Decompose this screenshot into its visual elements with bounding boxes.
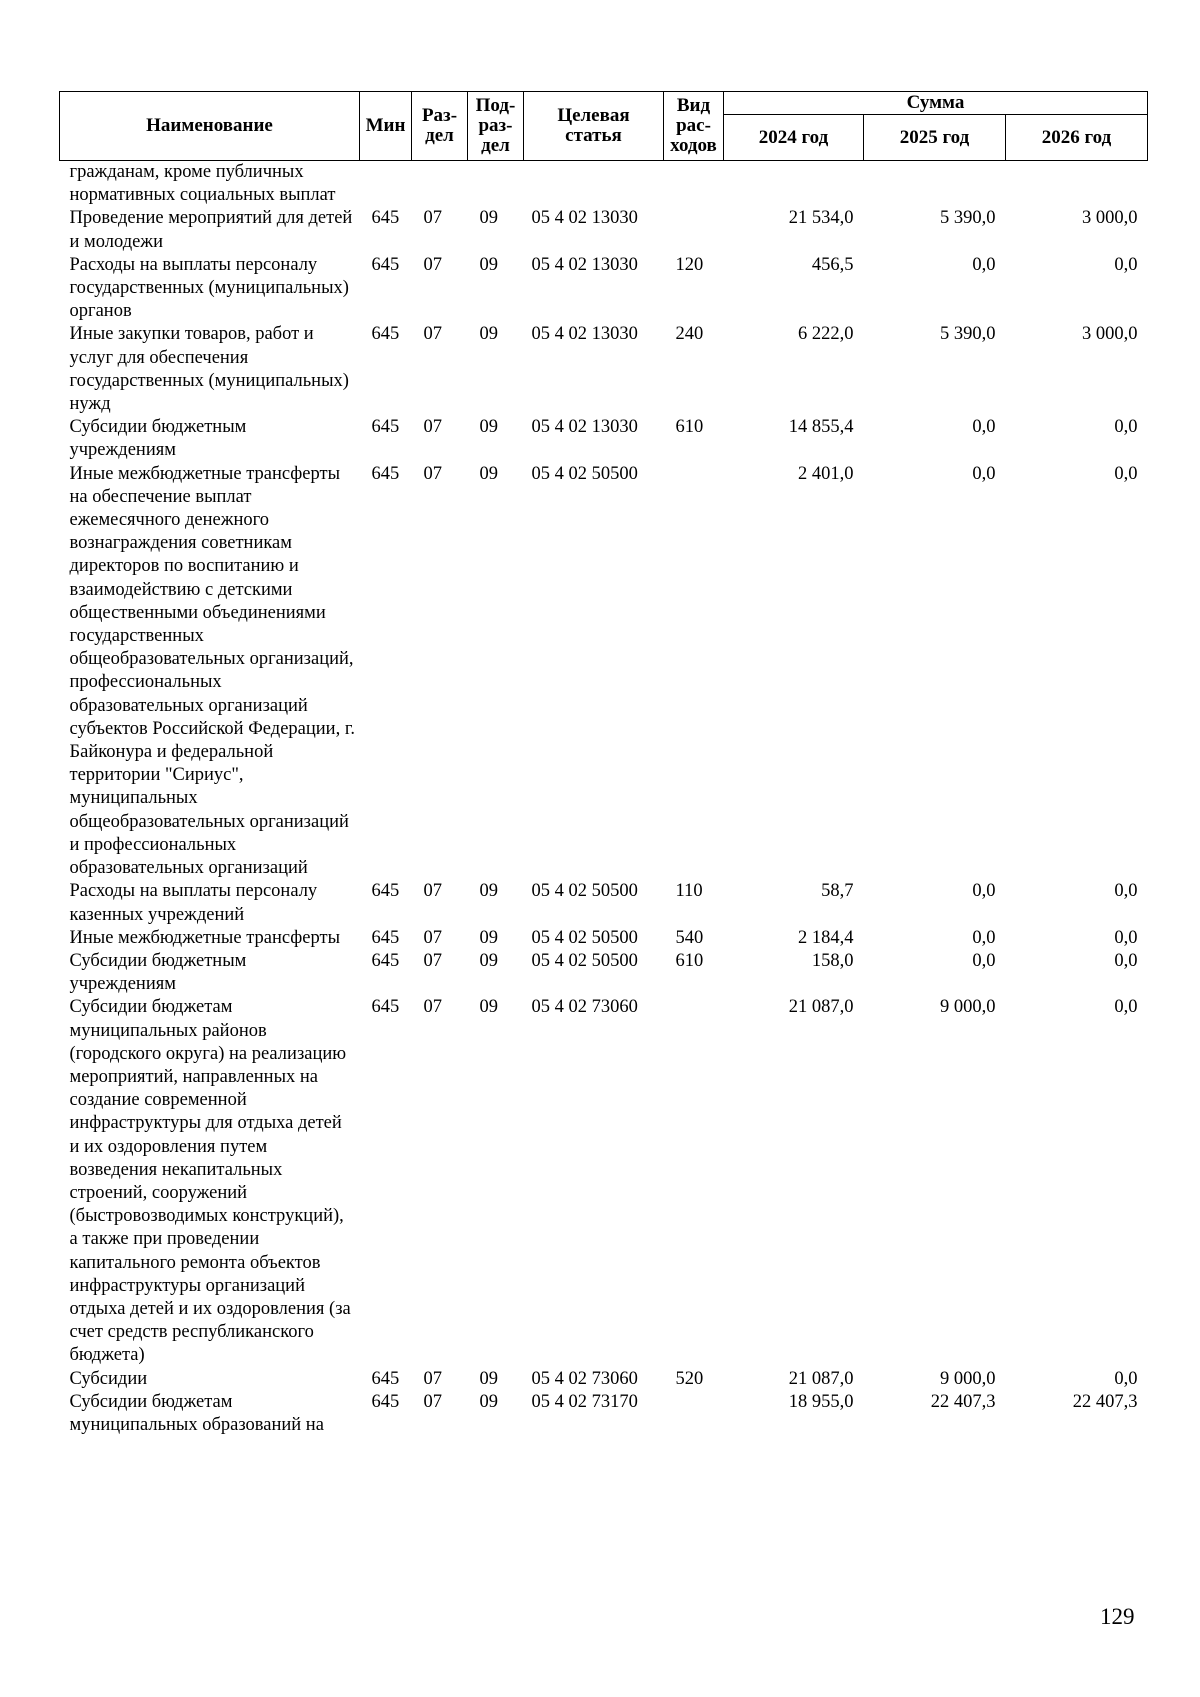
- row-sum-2024: 21 534,0: [788, 208, 854, 229]
- table-row: [60, 254, 1148, 324]
- row-podrazdel: 09: [479, 324, 498, 345]
- row-sum-2025: 0,0: [972, 927, 996, 948]
- row-vid-rashodov: 610: [675, 950, 704, 971]
- row-razdel: 07: [423, 463, 442, 484]
- table-row: [60, 996, 1148, 1367]
- row-sum-2025: 9 000,0: [940, 1368, 996, 1389]
- header-summa: Сумма: [724, 92, 1148, 115]
- header-year-2025: 2025 год: [864, 115, 1006, 161]
- row-min: 645: [371, 1391, 400, 1412]
- row-podrazdel: 09: [479, 1368, 498, 1389]
- table-row: [60, 950, 1148, 996]
- row-razdel: 07: [423, 950, 442, 971]
- table-row: [60, 1368, 1148, 1391]
- row-podrazdel: [468, 161, 524, 208]
- row-sum-2024: 2 184,4: [798, 927, 854, 948]
- row-sum-2025: 22 407,3: [930, 1391, 996, 1412]
- row-razdel: 07: [423, 254, 442, 275]
- row-sum-2024: 21 087,0: [788, 1368, 854, 1389]
- header-year-2026: 2026 год: [1006, 115, 1148, 161]
- row-sum-2026: 3 000,0: [1082, 208, 1138, 229]
- row-razdel: 07: [423, 997, 442, 1018]
- row-vid-rashodov: [664, 996, 724, 1367]
- row-sum-2024: 21 087,0: [788, 997, 854, 1018]
- row-min: 645: [371, 208, 400, 229]
- row-razdel: 07: [423, 324, 442, 345]
- row-min: 645: [371, 417, 400, 438]
- row-celevaya-statya: 05 4 02 13030: [531, 254, 638, 275]
- row-name: Расходы на выплаты персоналу казенных учреждений: [69, 881, 318, 925]
- row-vid-rashodov: 240: [675, 324, 704, 345]
- table-row: [60, 207, 1148, 253]
- row-sum-2026: 22 407,3: [1072, 1391, 1138, 1412]
- row-sum-2024: 6 222,0: [798, 324, 854, 345]
- row-podrazdel: 09: [479, 1391, 498, 1412]
- row-vid-rashodov: [664, 463, 724, 881]
- row-celevaya-statya: 05 4 02 13030: [531, 417, 638, 438]
- row-name: Расходы на выплаты персоналу государственных (муниципальных) органов: [69, 254, 349, 322]
- table-header: [60, 92, 1148, 161]
- row-sum-2026: 3 000,0: [1082, 324, 1138, 345]
- row-vid-rashodov: [664, 1391, 724, 1437]
- row-celevaya-statya: 05 4 02 73170: [531, 1391, 638, 1412]
- row-razdel: 07: [423, 208, 442, 229]
- row-sum-2025: 5 390,0: [940, 324, 996, 345]
- table-row: [60, 1391, 1148, 1437]
- row-sum-2025: [864, 161, 1006, 208]
- row-sum-2026: 0,0: [1114, 1368, 1138, 1389]
- row-sum-2024: 158,0: [811, 950, 854, 971]
- row-podrazdel: 09: [479, 950, 498, 971]
- row-min: 645: [371, 997, 400, 1018]
- table-row: [60, 880, 1148, 926]
- row-podrazdel: 09: [479, 417, 498, 438]
- row-celevaya-statya: 05 4 02 50500: [531, 463, 638, 484]
- row-sum-2024: 14 855,4: [788, 417, 854, 438]
- row-name: Субсидии бюджетам муниципальных районов (городского округа) на реализацию мероприятий, направленных на создание современной инфраструктуры для отдыха детей и их оздоровления путем возведения некапитальных строений, сооружений (быстровозводимых конструкций), а также при проведении капитального ремонта объектов инфраструктуры организаций отдыха детей и их оздоровления (за счет средств республиканского бюджета): [69, 997, 351, 1366]
- row-min: 645: [371, 1368, 400, 1389]
- row-sum-2024: 456,5: [811, 254, 854, 275]
- row-vid-rashodov: [664, 161, 724, 208]
- row-vid-rashodov: 540: [675, 927, 704, 948]
- table-body: [60, 161, 1148, 1438]
- row-celevaya-statya: 05 4 02 73060: [531, 1368, 638, 1389]
- table-row: [60, 323, 1148, 416]
- row-sum-2024: 18 955,0: [788, 1391, 854, 1412]
- header-name: Наименование: [60, 92, 360, 161]
- row-razdel: [412, 161, 468, 208]
- row-celevaya-statya: 05 4 02 50500: [531, 950, 638, 971]
- page-number: 129: [1100, 1604, 1135, 1629]
- header-celevaya-statya: Целевая статья: [524, 92, 664, 161]
- row-vid-rashodov: 520: [675, 1368, 704, 1389]
- row-name: гражданам, кроме публичных нормативных социальных выплат: [69, 162, 336, 206]
- table-row: [60, 927, 1148, 950]
- table-row: [60, 161, 1148, 208]
- budget-table-page: [59, 91, 1147, 1437]
- row-min: 645: [371, 881, 400, 902]
- row-sum-2026: 0,0: [1114, 463, 1138, 484]
- row-podrazdel: 09: [479, 254, 498, 275]
- row-podrazdel: 09: [479, 881, 498, 902]
- row-razdel: 07: [423, 417, 442, 438]
- row-celevaya-statya: 05 4 02 73060: [531, 997, 638, 1018]
- row-vid-rashodov: [664, 207, 724, 253]
- budget-table: [59, 91, 1148, 1437]
- row-podrazdel: 09: [479, 463, 498, 484]
- row-podrazdel: 09: [479, 208, 498, 229]
- row-celevaya-statya: 05 4 02 50500: [531, 881, 638, 902]
- row-name: Иные межбюджетные трансферты: [69, 927, 341, 948]
- table-row: [60, 463, 1148, 881]
- row-celevaya-statya: 05 4 02 13030: [531, 324, 638, 345]
- row-sum-2026: 0,0: [1114, 254, 1138, 275]
- row-razdel: 07: [423, 1368, 442, 1389]
- row-name: Проведение мероприятий для детей и молодежи: [69, 208, 353, 252]
- row-sum-2026: 0,0: [1114, 950, 1138, 971]
- row-name: Субсидии бюджетным учреждениям: [69, 950, 247, 995]
- row-min: 645: [371, 463, 400, 484]
- row-sum-2026: 0,0: [1114, 927, 1138, 948]
- row-celevaya-statya: 05 4 02 50500: [531, 927, 638, 948]
- row-min: 645: [371, 324, 400, 345]
- row-sum-2025: 0,0: [972, 463, 996, 484]
- row-vid-rashodov: 120: [675, 254, 704, 275]
- row-vid-rashodov: 110: [675, 881, 703, 902]
- row-sum-2025: 0,0: [972, 417, 996, 438]
- header-year-2024: 2024 год: [724, 115, 864, 161]
- row-sum-2026: 0,0: [1114, 417, 1138, 438]
- row-min: 645: [371, 927, 400, 948]
- row-name: Субсидии бюджетным учреждениям: [69, 417, 247, 461]
- row-sum-2026: 0,0: [1114, 997, 1138, 1018]
- row-name: Субсидии: [69, 1368, 148, 1389]
- header-podrazdel: Под- раз- дел: [468, 92, 524, 161]
- row-name: Иные закупки товаров, работ и услуг для обеспечения государственных (муниципальных) нужд: [69, 324, 349, 415]
- row-sum-2026: 0,0: [1114, 881, 1138, 902]
- header-min: Мин: [360, 92, 412, 161]
- row-sum-2026: [1006, 161, 1148, 208]
- row-sum-2025: 0,0: [972, 950, 996, 971]
- row-sum-2025: 5 390,0: [940, 208, 996, 229]
- row-name: Иные межбюджетные трансферты на обеспечение выплат ежемесячного денежного вознаграждения советникам директоров по воспитанию и взаимодействию с детскими общественными объединениями государственных общеобразовательных организаций, профессиональных образовательных организаций субъектов Российской Федерации, г. Байконура и федеральной территории "Сириус", муниципальных общеобразовательных организаций и профессиональных образовательных организаций: [69, 463, 355, 879]
- row-vid-rashodov: 610: [675, 417, 704, 438]
- row-name: Субсидии бюджетам муниципальных образований на: [69, 1391, 324, 1435]
- row-sum-2025: 9 000,0: [940, 997, 996, 1018]
- row-sum-2024: 2 401,0: [798, 463, 854, 484]
- row-sum-2024: 58,7: [821, 881, 854, 902]
- row-celevaya-statya: 05 4 02 13030: [531, 208, 638, 229]
- header-razdel: Раз- дел: [412, 92, 468, 161]
- row-sum-2025: 0,0: [972, 254, 996, 275]
- row-sum-2025: 0,0: [972, 881, 996, 902]
- row-podrazdel: 09: [479, 997, 498, 1018]
- row-sum-2024: [724, 161, 864, 208]
- table-row: [60, 416, 1148, 462]
- row-razdel: 07: [423, 1391, 442, 1412]
- row-celevaya-statya: [524, 161, 664, 208]
- row-razdel: 07: [423, 927, 442, 948]
- row-razdel: 07: [423, 881, 442, 902]
- row-min: 645: [371, 254, 400, 275]
- header-vid-rashodov: Вид рас- ходов: [664, 92, 724, 161]
- row-min: 645: [371, 950, 400, 971]
- row-min: [360, 161, 412, 208]
- row-podrazdel: 09: [479, 927, 498, 948]
